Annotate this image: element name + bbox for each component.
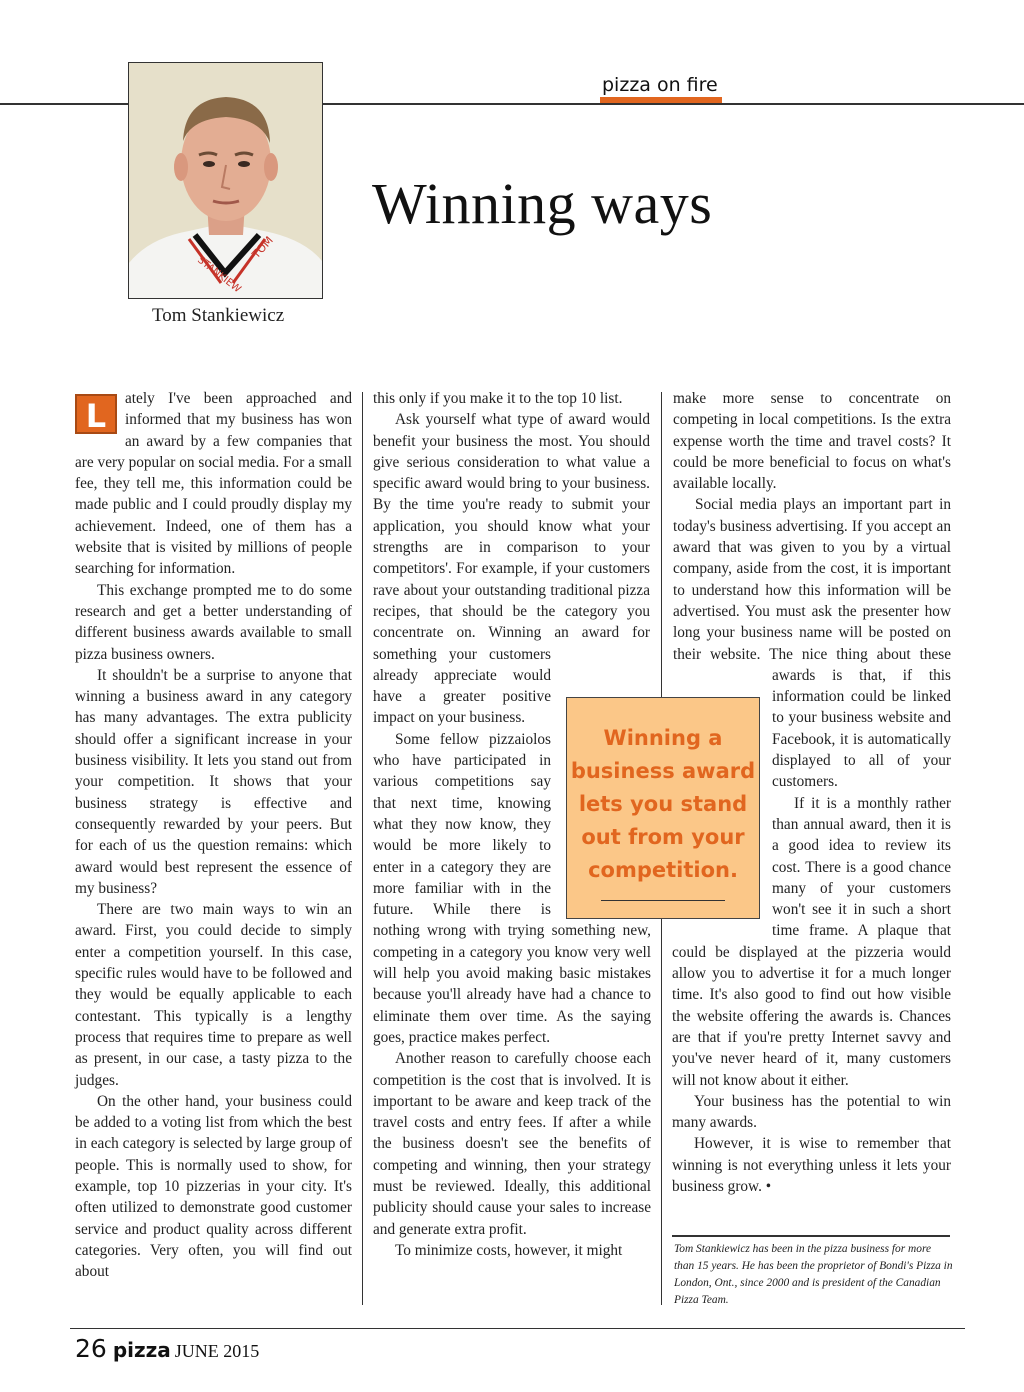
section-tag: pizza on fire [602,74,718,96]
paragraph: To minimize costs, however, it might [395,1241,623,1259]
column-divider [362,392,363,1305]
paragraph: However, it is wise to remember that winning is not everything unless it lets your business grow. • [672,1135,951,1195]
photo-caption: Tom Stankiewicz [152,305,285,326]
paragraph: Ask yourself what type of award would benefit your business the most. You should give serious consideration to what value a specific award would bring to your business. By the time you're ready to submit your application, you should know what your strengths are in comparison to your competitors'. For example, if your customers rave about your outstanding traditional pizza recipes, that should be the category you concentrate on. Winning an award for something your customers already appreciate would have a greater positive impact on your business. [373,411,650,727]
pull-quote-line: business award [570,759,756,783]
paragraph: Some fellow pizzaiolos who have participated in various competitions say that next time, knowing what they now know, they would be more likely to enter in a category they are more familiar with in the future. While there is nothing wrong with trying something new, competing in a category you know very well will help you avoid making basic mistakes because you'll already have had a chance to eliminate them over time. As the saying goes, practice makes perfect. [373,730,651,1046]
bio-rule [672,1235,950,1237]
paragraph: Social media plays an important part in today's business advertising. If you accept an award that was given to you by a virtual company, aside from the cost, it is important to understand how this information will be advertised. You must ask the presenter how long your business name will be posted on their website. The nice thing about these awards is that, if this information could be linked to your business website and Facebook, it is automatically displayed to all of your customers. [673,496,951,791]
author-bio: Tom Stankiewicz has been in the pizza business for more than 15 years. He has been the proprietor of Bondi's Pizza in London, Ont., since 2000 and is president of the Canadian Pizza Team. [674,1243,953,1306]
issue-date: JUNE 2015 [174,1341,260,1361]
paragraph: Another reason to carefully choose each competition is the cost that is involved. It is important to be aware and keep track of the travel costs and entry fees. If after a while the business doesn't see the benefits of competing and winning, then your strategy must be reviewed. Ideally, this additional publicity should cause your sales to increase and generate extra profit. [373,1050,651,1238]
paragraph: On the other hand, your business could be added to a voting list from which the best in each category is selected by large group of people. This is normally used to show, for example, top 10 pizzerias in your city. It's often utilized to demonstrate good customer service and product quality across different categories. Very often, you will find out about [75,1092,352,1281]
paragraph: L ately I've been approached and informed that my business has won an award by a few companies that are very popular on social media. For a small fee, they tell me, this information could be made public and I could proudly display my achievement. Indeed, one of them has a website that is visited by millions of people searching for information. [75,390,352,578]
paragraph: It shouldn't be a surprise to anyone that winning a business award in any category has many advantages. The extra publicity should offer a significant increase in your business visibility. It lets you stand out from your competition. It shows that your business strategy is effective and consequently rewarded by your peers. But for each of us the question remains: which award would best represent the essence of my business? [75,666,352,897]
drop-cap: L [75,394,117,434]
paragraph: There are two main ways to win an award. First, you could decide to simply enter a competition yourself. In this case, specific rules would have to be followed and they would be equally applicable to each contestant. This typically is a lengthy process that requires time to prepare as well as present, in our case, a tasty pizza to the judges. [75,901,352,1089]
pull-quote-line: Winning a [603,726,723,750]
paragraph: Your business has the potential to win many awards. [672,1092,951,1132]
paragraph: This exchange prompted me to do some research and get a better understanding of different business awards available to small pizza business owners. [75,581,352,663]
author-portrait-illustration [129,63,322,298]
pull-quote-rule [601,900,725,901]
page-footer [75,1334,259,1363]
pull-quote-box [566,697,760,919]
section-tag-underline [600,97,722,103]
author-photo [128,62,323,299]
paragraph: this only if you make it to the top 10 list. [373,390,623,407]
pull-quote-line: lets you stand [578,792,748,816]
shirt-text-right: TOM [249,233,276,262]
page-number: 26 [75,1334,107,1363]
footer-rule [70,1328,965,1329]
shirt-text-left: STANKIEW [195,254,243,296]
article-headline: Winning ways [372,171,713,236]
paragraph: If it is a monthly rather than annual award, then it is a good idea to review its cost. There is a good chance many of your customers won't see it in such a short time frame. A plaque that could be displayed at the pizzeria would allow you to advertise it for a much longer time. It's also good to find out how visible the website offering the awards is. Chances are that if you're pretty Internet savvy and you've never heard of it, many customers will not know about it either. [672,794,951,1089]
spacer [650,388,651,662]
magazine-name: pizza [112,1338,171,1362]
paragraph: make more sense to concentrate on competing in local competitions. Is the extra expense worth the time and travel costs? It could be more beneficial to focus on what's available locally. [673,390,951,493]
pull-quote-text [567,722,759,887]
pull-quote-line: out from your [581,825,745,849]
pull-quote-line: competition. [588,858,738,882]
article-column-1 [75,388,352,1282]
